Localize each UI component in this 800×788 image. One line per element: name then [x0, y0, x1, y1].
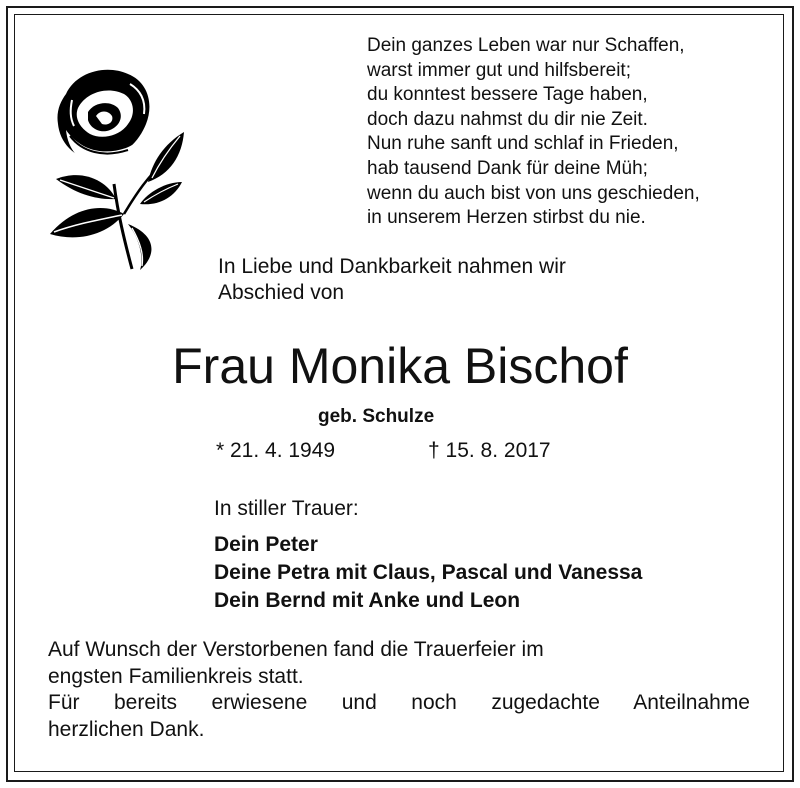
notice-line: Auf Wunsch der Verstorbenen fand die Trauerfeier im	[48, 638, 544, 661]
notice-line: herzlichen Dank.	[48, 717, 205, 741]
intro-line: In Liebe und Dankbarkeit nahmen wir	[218, 255, 566, 278]
intro-text	[218, 254, 566, 306]
notice-line: engsten Familienkreis statt.	[48, 664, 304, 688]
notice-line: Für bereits erwiesene und noch zugedachte Anteilnahme	[48, 691, 750, 714]
poem-line: Dein ganzes Leben war nur Schaffen,	[367, 35, 685, 56]
mourners-list	[214, 531, 642, 615]
rose-icon	[36, 64, 186, 274]
poem-line: Nun ruhe sanft und schlaf in Frieden,	[367, 133, 679, 155]
mourner: Deine Petra mit Claus, Pascal und Vanessa	[214, 561, 643, 584]
poem-line: doch dazu nahmst du dir nie Zeit.	[367, 108, 648, 130]
poem-line: hab tausend Dank für deine Müh;	[367, 157, 648, 179]
mourner: Dein Peter	[214, 533, 318, 556]
poem-line: wenn du auch bist von uns geschieden,	[367, 182, 700, 204]
intro-line: Abschied von	[218, 281, 345, 304]
poem-line: in unserem Herzen stirbst du nie.	[367, 207, 646, 229]
poem	[367, 34, 787, 231]
deceased-name: Frau Monika Bischof	[172, 338, 628, 394]
mourning-label: In stiller Trauer:	[214, 497, 359, 520]
death-date: † 15. 8. 2017	[428, 439, 551, 462]
poem-line: warst immer gut und hilfsbereit;	[367, 59, 631, 81]
funeral-notice	[48, 637, 750, 743]
birth-date: * 21. 4. 1949	[216, 439, 336, 462]
poem-line: du konntest bessere Tage haben,	[367, 84, 648, 106]
mourner: Dein Bernd mit Anke und Leon	[214, 589, 521, 612]
maiden-name: geb. Schulze	[318, 406, 435, 427]
